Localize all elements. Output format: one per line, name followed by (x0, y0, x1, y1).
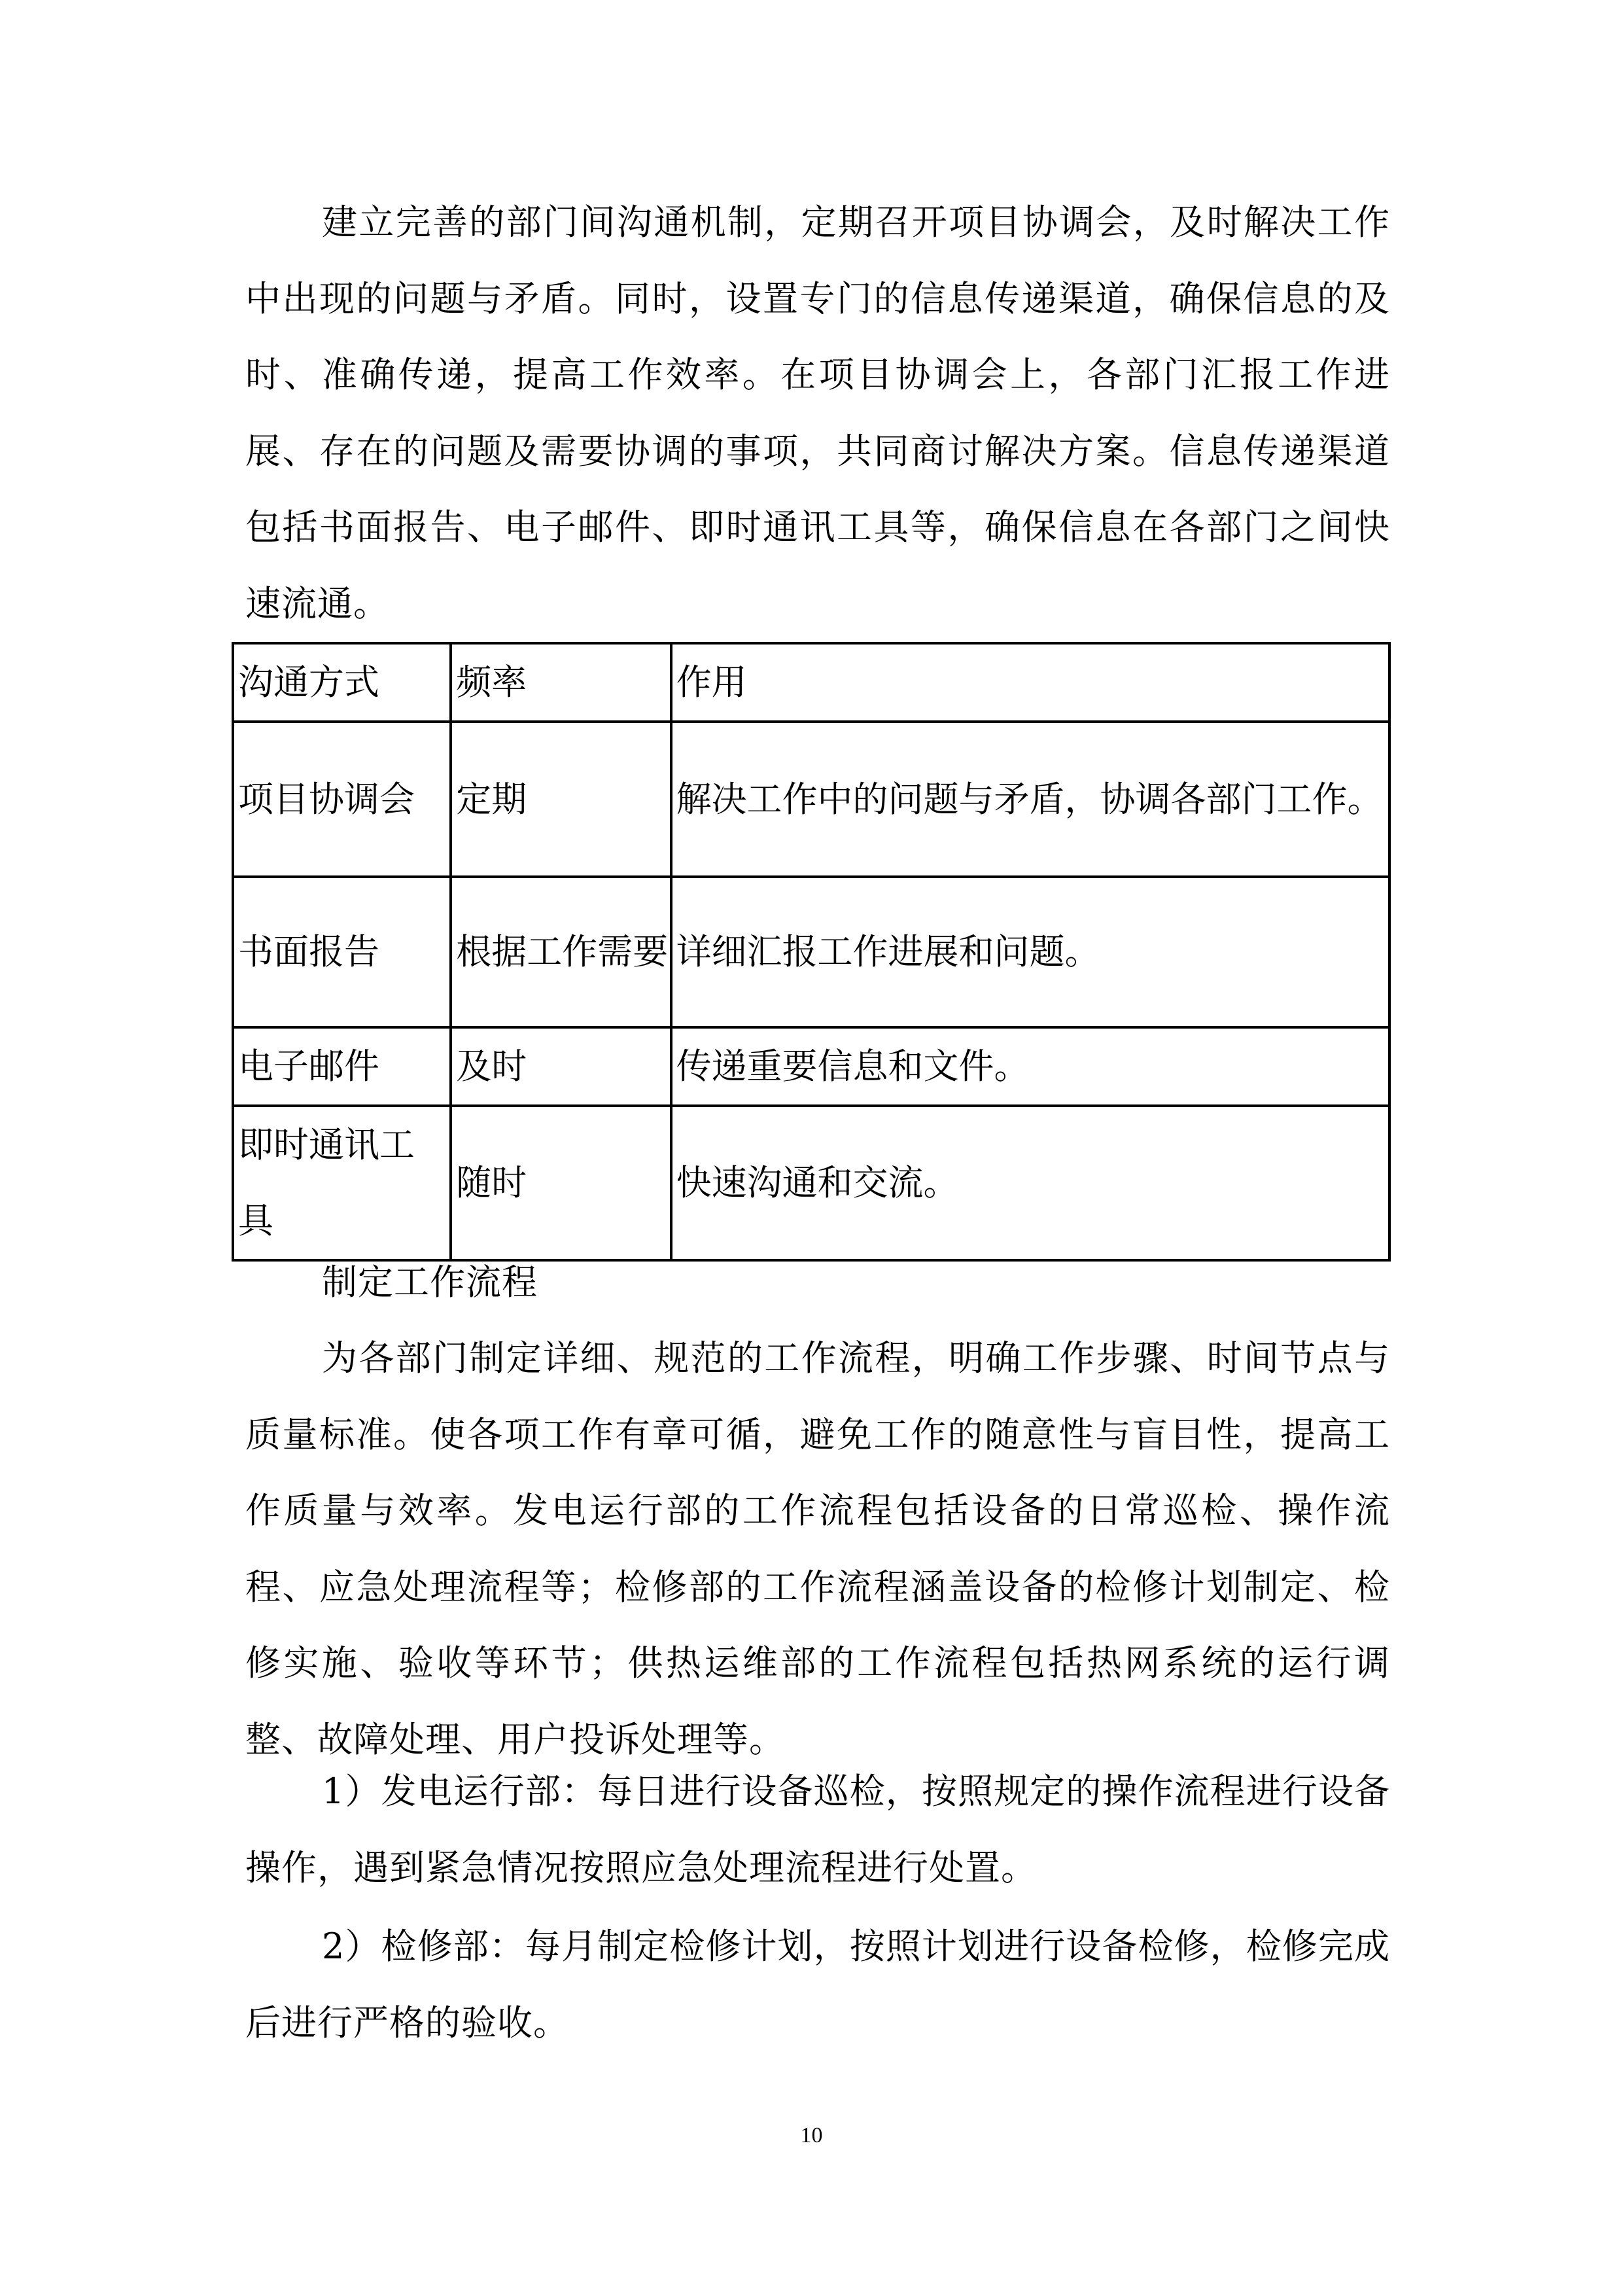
table-header-cell: 作用 (671, 643, 1389, 722)
table-cell-method: 电子邮件 (233, 1027, 451, 1106)
table-cell-purpose: 快速沟通和交流。 (671, 1106, 1389, 1260)
table-cell-frequency: 定期 (451, 722, 671, 877)
page-number: 10 (800, 2123, 823, 2147)
table-cell-purpose: 解决工作中的问题与矛盾，协调各部门工作。 (671, 722, 1389, 877)
communication-methods-table (232, 642, 1391, 1262)
table-cell-method: 项目协调会 (233, 722, 451, 877)
table-row (233, 1106, 1389, 1260)
table-cell-frequency: 随时 (451, 1106, 671, 1260)
table-header-row (233, 643, 1389, 722)
table-cell-frequency: 及时 (451, 1027, 671, 1106)
paragraph-workflow: 为各部门制定详细、规范的工作流程，明确工作步骤、时间节点与质量标准。使各项工作有章可循，避免工作的随意性与盲目性，提高工作质量与效率。发电运行部的工作流程包括设备的日常巡检、操作流程、应急处理流程等；检修部的工作流程涵盖设备的检修计划制定、检修实施、验收等环节；供热运维部的工作流程包括热网系统的运行调整、故障处理、用户投诉处理等。 (245, 1337, 1390, 1760)
table-cell-method: 书面报告 (233, 877, 451, 1027)
table-cell-purpose: 详细汇报工作进展和问题。 (671, 877, 1389, 1027)
table-cell-frequency: 根据工作需要 (451, 877, 671, 1027)
list-item-maintenance: 2）检修部：每月制定检修计划，按照计划进行设备检修，检修完成后进行严格的验收。 (245, 1926, 1390, 2043)
table-row (233, 877, 1389, 1027)
table-cell-method: 即时通讯工具 (233, 1106, 451, 1260)
table-cell-purpose: 传递重要信息和文件。 (671, 1027, 1389, 1106)
table-row (233, 1027, 1389, 1106)
list-item-power-operation: 1）发电运行部：每日进行设备巡检，按照规定的操作流程进行设备操作，遇到紧急情况按照应急处理流程进行处置。 (245, 1771, 1390, 1888)
table-header-cell: 频率 (451, 643, 671, 722)
paragraph-communication-mechanism: 建立完善的部门间沟通机制，定期召开项目协调会，及时解决工作中出现的问题与矛盾。同时，设置专门的信息传递渠道，确保信息的及时、准确传递，提高工作效率。在项目协调会上，各部门汇报工作进展、存在的问题及需要协调的事项，共同商讨解决方案。信息传递渠道包括书面报告、电子邮件、即时通讯工具等，确保信息在各部门之间快速流通。 (245, 202, 1390, 624)
heading-workflow: 制定工作流程 (322, 1262, 538, 1303)
table-header-cell: 沟通方式 (233, 643, 451, 722)
table-row (233, 722, 1389, 877)
